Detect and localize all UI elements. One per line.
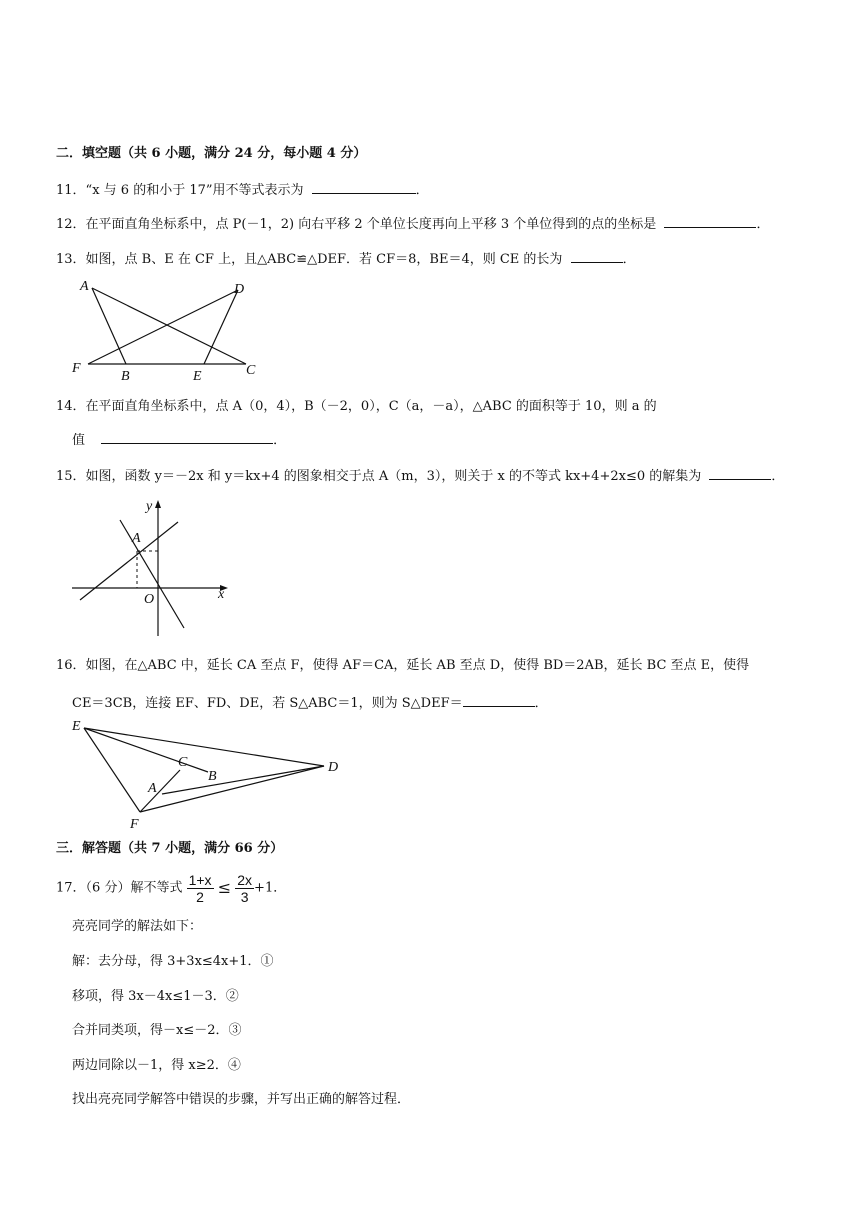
question-14-end: ． [273, 433, 287, 448]
label-A: A [80, 279, 89, 294]
answer-blank-11[interactable] [312, 180, 416, 194]
solution-step-1: 解：去分母，得 3+3x≤4x+1．① [72, 954, 274, 969]
fraction-left [187, 872, 214, 905]
label-A: A [132, 531, 141, 546]
question-15-end: ． [771, 469, 785, 484]
solution-step-2: 移项，得 3x－4x≤1－3．② [72, 989, 239, 1004]
relation-sign: ≤ [217, 878, 232, 897]
question-14-text: 14．在平面直角坐标系中，点 A（0，4），B（－2，0），C（a，－a），△ABC 的面积等于 10，则 a 的 [56, 399, 657, 414]
question-16 [56, 657, 749, 675]
label-E: E [193, 369, 202, 384]
section-3-heading: 三．解答题（共 7 小题，满分 66 分） [56, 841, 284, 856]
fraction-right [235, 872, 254, 905]
question-11-end: ． [415, 183, 429, 198]
question-17 [56, 868, 286, 909]
question-12-end: ． [756, 217, 770, 232]
label-x: x [218, 587, 225, 602]
solution-step-3: 合并同类项，得－x≤－2．③ [72, 1023, 242, 1038]
answer-blank-16[interactable] [463, 693, 535, 707]
question-13-text: 13．如图，点 B、E 在 CF 上，且△ABC≌△DEF．若 CF＝8，BE＝4，则 CE 的长为 [56, 252, 563, 267]
question-11 [56, 180, 429, 200]
question-17-intro: 亮亮同学的解法如下： [72, 919, 203, 934]
question-14-cont [72, 430, 286, 450]
segment-ED [84, 728, 324, 766]
figure-q15-graph [66, 490, 246, 640]
figure-q16-triangles [66, 714, 356, 832]
label-E: E [72, 719, 81, 734]
segment-AC [92, 288, 246, 364]
label-y: y [146, 499, 153, 514]
question-12-text: 12．在平面直角坐标系中，点 P(－1，2) 向右平移 2 个单位长度再向上平移 3 个单位得到的点的坐标是 [56, 217, 657, 232]
segment-FD [140, 766, 324, 812]
question-15-text: 15．如图，函数 y＝－2x 和 y＝kx+4 的图象相交于点 A（m，3），则关于 x 的不等式 kx+4+2x≤0 的解集为 [56, 469, 702, 484]
segment-AD [162, 766, 324, 794]
question-16-text2: CE＝3CB，连接 EF、FD、DE，若 S△ABC＝1，则为 S△DEF＝ [72, 696, 463, 711]
label-B: B [121, 369, 130, 384]
label-F: F [130, 817, 139, 832]
fraction-right-numerator: 2x [237, 871, 253, 888]
question-13 [56, 249, 636, 269]
segment-EB [84, 728, 208, 772]
answer-blank-15[interactable] [709, 466, 771, 480]
label-C: C [246, 363, 256, 378]
question-13-end: ． [622, 252, 636, 267]
segment-DF [88, 290, 238, 364]
fraction-right-denominator: 3 [240, 888, 249, 905]
label-D: D [234, 282, 245, 297]
question-15 [56, 466, 784, 486]
solution-step-4: 两边同除以－1，得 x≥2．④ [72, 1058, 241, 1073]
question-14 [56, 398, 657, 416]
section-2-heading: 二．填空题（共 6 小题，满分 24 分，每小题 4 分） [56, 146, 367, 161]
question-12 [56, 214, 769, 234]
label-D: D [328, 760, 339, 775]
segment-CF [140, 770, 180, 812]
question-11-text: 11．“x 与 6 的和小于 17”用不等式表示为 [56, 183, 304, 198]
figure-q13-triangles [66, 276, 266, 386]
line-neg-2x [120, 520, 184, 628]
fraction-left-numerator: 1+x [188, 871, 212, 888]
fraction-left-denominator: 2 [196, 888, 204, 905]
question-16-text: 16．如图，在△ABC 中，延长 CA 至点 F，使得 AF＝CA，延长 AB 至点 D，使得 BD＝2AB，延长 BC 至点 E，使得 [56, 658, 750, 673]
question-16-cont [72, 693, 548, 713]
y-axis-arrow [155, 500, 161, 508]
answer-blank-12[interactable] [664, 214, 756, 228]
label-B: B [208, 769, 217, 784]
question-17-suffix: +1． [254, 880, 287, 896]
segment-EF [84, 728, 140, 812]
question-17-prefix: 17．（6 分）解不等式 [56, 880, 183, 896]
label-C: C [178, 755, 188, 770]
question-16-end: ． [534, 696, 548, 711]
question-17-task: 找出亮亮同学解答中错误的步骤，并写出正确的解答过程． [72, 1092, 411, 1107]
answer-blank-14[interactable] [101, 430, 273, 444]
segment-DE [204, 290, 238, 364]
segment-AB [92, 288, 126, 364]
question-14-text2: 值 [72, 433, 86, 448]
label-A: A [148, 781, 157, 796]
label-O: O [144, 592, 155, 607]
answer-blank-13[interactable] [571, 249, 623, 263]
label-F: F [72, 361, 81, 376]
